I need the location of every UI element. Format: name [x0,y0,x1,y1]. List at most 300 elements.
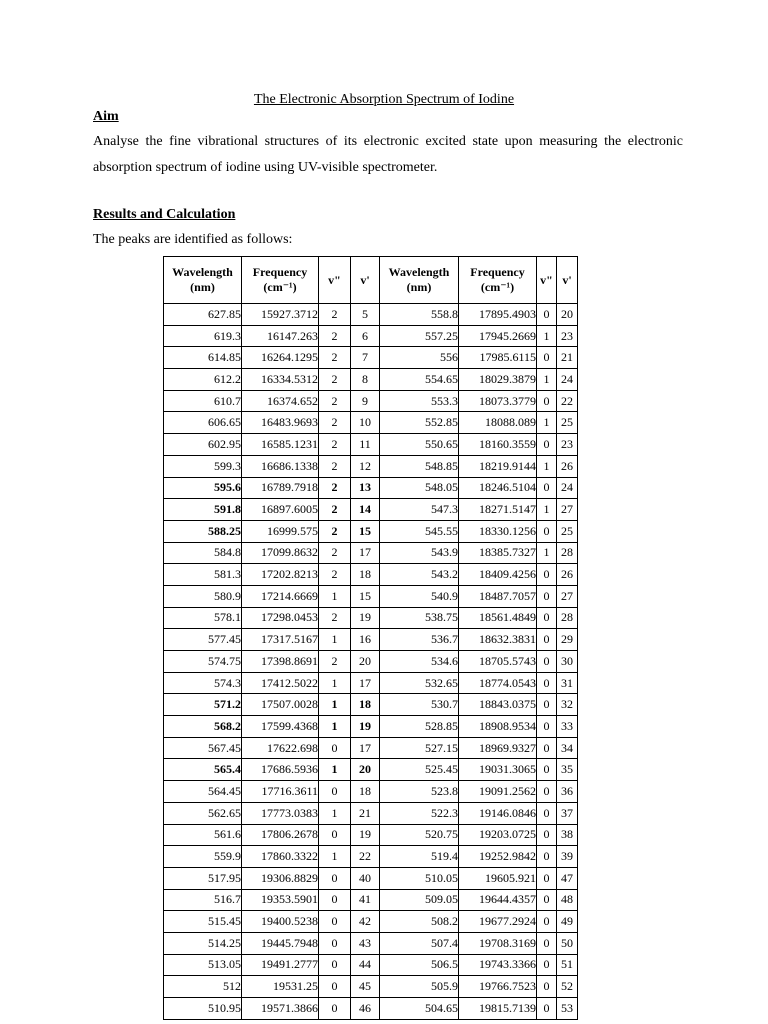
wavelength-cell: 516.7 [164,889,242,911]
wavelength-cell: 559.9 [164,846,242,868]
aim-text: Analyse the fine vibrational structures of its electronic excited state upon measuring the electronic absorption spectrum of iodine using UV-visible spectrometer. [93,134,683,175]
v-upper-cell: 26 [557,455,578,477]
v-upper-cell: 27 [557,499,578,521]
frequency-cell: 18073.3779 [459,390,537,412]
wavelength-cell: 548.85 [380,455,459,477]
frequency-cell: 19306.8829 [242,867,319,889]
frequency-cell: 19766.7523 [459,976,537,998]
v-lower-cell: 0 [537,911,557,933]
wavelength-cell: 522.3 [380,802,459,824]
table-row [164,651,578,673]
frequency-cell: 19531.25 [242,976,319,998]
v-upper-cell: 38 [557,824,578,846]
table-row [164,434,578,456]
table-row [164,824,578,846]
v-upper-cell: 6 [351,325,380,347]
frequency-cell: 18219.9144 [459,455,537,477]
wavelength-cell: 584.8 [164,542,242,564]
wavelength-cell: 536.7 [380,629,459,651]
v-lower-cell: 0 [537,477,557,499]
frequency-cell: 16334.5312 [242,369,319,391]
frequency-cell: 18843.0375 [459,694,537,716]
v-lower-cell: 0 [537,651,557,673]
wavelength-cell: 612.2 [164,369,242,391]
wavelength-cell: 515.45 [164,911,242,933]
table-body [164,304,578,1020]
v-lower-cell: 0 [537,672,557,694]
wavelength-cell: 506.5 [380,954,459,976]
frequency-cell: 16264.1295 [242,347,319,369]
v-upper-cell: 46 [351,998,380,1020]
v-lower-cell: 1 [319,629,351,651]
wavelength-cell: 571.2 [164,694,242,716]
frequency-cell: 17716.3611 [242,781,319,803]
v-upper-cell: 19 [351,824,380,846]
wavelength-cell: 545.55 [380,520,459,542]
v-upper-header-left: v' [351,257,380,304]
table-row [164,932,578,954]
wavelength-cell: 543.2 [380,564,459,586]
wavelength-cell: 510.95 [164,998,242,1020]
v-lower-cell: 2 [319,477,351,499]
wavelength-cell: 520.75 [380,824,459,846]
v-lower-cell: 2 [319,564,351,586]
frequency-cell: 18969.9327 [459,737,537,759]
wavelength-cell: 619.3 [164,325,242,347]
v-upper-cell: 8 [351,369,380,391]
frequency-cell: 19491.2777 [242,954,319,976]
v-lower-cell: 0 [537,520,557,542]
frequency-cell: 18160.3559 [459,434,537,456]
v-upper-cell: 21 [351,802,380,824]
v-lower-cell: 1 [537,455,557,477]
v-upper-cell: 25 [557,412,578,434]
wavelength-cell: 504.65 [380,998,459,1020]
frequency-cell: 17686.5936 [242,759,319,781]
v-lower-cell: 0 [537,889,557,911]
table-row [164,954,578,976]
v-lower-cell: 2 [319,542,351,564]
v-lower-header-left: v" [319,257,351,304]
wavelength-cell: 602.95 [164,434,242,456]
frequency-cell: 17622.698 [242,737,319,759]
frequency-cell: 16789.7918 [242,477,319,499]
wavelength-cell: 508.2 [380,911,459,933]
wavelength-cell: 543.9 [380,542,459,564]
v-upper-cell: 19 [351,716,380,738]
v-upper-cell: 18 [351,564,380,586]
frequency-cell: 16999.575 [242,520,319,542]
frequency-cell: 19400.5238 [242,911,319,933]
frequency-cell: 19815.7139 [459,998,537,1020]
v-upper-cell: 24 [557,477,578,499]
table-header-row [164,257,578,304]
v-upper-cell: 31 [557,672,578,694]
wavelength-cell: 568.2 [164,716,242,738]
frequency-cell: 18908.9534 [459,716,537,738]
table-row [164,347,578,369]
v-lower-cell: 1 [537,499,557,521]
v-lower-cell: 1 [319,672,351,694]
v-upper-cell: 10 [351,412,380,434]
v-upper-cell: 22 [557,390,578,412]
v-upper-cell: 34 [557,737,578,759]
v-upper-cell: 5 [351,304,380,326]
frequency-cell: 19203.0725 [459,824,537,846]
frequency-cell: 18088.089 [459,412,537,434]
wavelength-cell: 523.8 [380,781,459,803]
wavelength-cell: 552.85 [380,412,459,434]
table-row [164,737,578,759]
v-lower-cell: 1 [537,369,557,391]
frequency-cell: 17895.4903 [459,304,537,326]
v-lower-cell: 0 [537,867,557,889]
frequency-cell: 17099.8632 [242,542,319,564]
frequency-cell: 17945.2669 [459,325,537,347]
frequency-cell: 17317.5167 [242,629,319,651]
v-lower-cell: 0 [319,737,351,759]
table-row [164,607,578,629]
v-lower-cell: 0 [319,998,351,1020]
wavelength-cell: 557.25 [380,325,459,347]
wavelength-cell: 558.8 [380,304,459,326]
wavelength-cell: 530.7 [380,694,459,716]
frequency-cell: 17806.2678 [242,824,319,846]
v-upper-cell: 50 [557,932,578,954]
wavelength-cell: 547.3 [380,499,459,521]
v-upper-cell: 20 [351,651,380,673]
table-row [164,369,578,391]
table-row [164,976,578,998]
v-upper-cell: 27 [557,585,578,607]
wavelength-cell: 553.3 [380,390,459,412]
v-upper-cell: 16 [351,629,380,651]
table-row [164,542,578,564]
v-upper-cell: 17 [351,672,380,694]
v-lower-cell: 1 [537,412,557,434]
frequency-cell: 19571.3866 [242,998,319,1020]
v-lower-cell: 0 [537,998,557,1020]
v-lower-cell: 0 [537,607,557,629]
frequency-cell: 18029.3879 [459,369,537,391]
frequency-cell: 19252.9842 [459,846,537,868]
wavelength-cell: 599.3 [164,455,242,477]
v-lower-cell: 2 [319,499,351,521]
wavelength-cell: 540.9 [380,585,459,607]
v-lower-cell: 0 [319,867,351,889]
v-upper-cell: 25 [557,520,578,542]
v-upper-cell: 20 [557,304,578,326]
wavelength-cell: 513.05 [164,954,242,976]
table-row [164,781,578,803]
v-lower-cell: 2 [319,369,351,391]
wavelength-cell: 561.6 [164,824,242,846]
v-lower-cell: 2 [319,651,351,673]
table-row [164,716,578,738]
table-row [164,564,578,586]
v-upper-cell: 11 [351,434,380,456]
wavelength-cell: 538.75 [380,607,459,629]
frequency-cell: 19708.3169 [459,932,537,954]
frequency-header-right: Frequency (cm⁻¹) [459,257,537,304]
wavelength-cell: 588.25 [164,520,242,542]
table-row [164,325,578,347]
wavelength-cell: 507.4 [380,932,459,954]
frequency-cell: 18632.3831 [459,629,537,651]
v-upper-cell: 43 [351,932,380,954]
document-title: The Electronic Absorption Spectrum of Iodine [253,92,515,107]
frequency-cell: 17398.8691 [242,651,319,673]
wavelength-cell: 580.9 [164,585,242,607]
wavelength-cell: 577.45 [164,629,242,651]
v-lower-cell: 0 [537,976,557,998]
v-upper-cell: 18 [351,781,380,803]
wavelength-cell: 564.45 [164,781,242,803]
table-row [164,759,578,781]
v-lower-cell: 0 [537,759,557,781]
wavelength-cell: 556 [380,347,459,369]
wavelength-cell: 554.65 [380,369,459,391]
v-lower-cell: 1 [319,759,351,781]
frequency-cell: 18246.5104 [459,477,537,499]
wavelength-header-right: Wavelength (nm) [380,257,459,304]
v-lower-cell: 1 [319,846,351,868]
v-upper-cell: 52 [557,976,578,998]
frequency-cell: 19445.7948 [242,932,319,954]
v-upper-cell: 48 [557,889,578,911]
table-row [164,499,578,521]
table-row [164,998,578,1020]
frequency-cell: 18330.1256 [459,520,537,542]
v-upper-cell: 20 [351,759,380,781]
v-upper-cell: 23 [557,434,578,456]
v-lower-cell: 0 [537,694,557,716]
v-upper-cell: 28 [557,542,578,564]
v-lower-cell: 2 [319,325,351,347]
v-lower-cell: 2 [319,412,351,434]
frequency-cell: 16147.263 [242,325,319,347]
v-lower-cell: 0 [319,976,351,998]
frequency-cell: 17214.6669 [242,585,319,607]
v-lower-cell: 2 [319,390,351,412]
frequency-cell: 17412.5022 [242,672,319,694]
v-lower-cell: 2 [319,304,351,326]
v-upper-cell: 44 [351,954,380,976]
wavelength-cell: 595.6 [164,477,242,499]
wavelength-header-left: Wavelength (nm) [164,257,242,304]
v-lower-cell: 0 [319,824,351,846]
v-upper-cell: 19 [351,607,380,629]
v-upper-cell: 51 [557,954,578,976]
frequency-cell: 19091.2562 [459,781,537,803]
table-row [164,585,578,607]
v-lower-cell: 2 [319,347,351,369]
table-row [164,911,578,933]
v-lower-cell: 1 [319,802,351,824]
wavelength-cell: 527.15 [380,737,459,759]
wavelength-cell: 512 [164,976,242,998]
table-row [164,520,578,542]
v-upper-cell: 12 [351,455,380,477]
v-upper-cell: 9 [351,390,380,412]
wavelength-cell: 519.4 [380,846,459,868]
v-lower-cell: 1 [319,694,351,716]
results-intro: The peaks are identified as follows: [93,232,293,247]
v-lower-cell: 0 [319,932,351,954]
v-lower-cell: 2 [319,607,351,629]
wavelength-cell: 574.3 [164,672,242,694]
v-lower-cell: 0 [537,629,557,651]
v-upper-cell: 42 [351,911,380,933]
frequency-cell: 18774.0543 [459,672,537,694]
wavelength-cell: 610.7 [164,390,242,412]
frequency-cell: 17202.8213 [242,564,319,586]
wavelength-cell: 548.05 [380,477,459,499]
frequency-cell: 17599.4368 [242,716,319,738]
v-upper-cell: 15 [351,585,380,607]
v-lower-cell: 0 [537,716,557,738]
table-row [164,672,578,694]
results-heading: Results and Calculation [93,207,236,222]
table-row [164,629,578,651]
frequency-cell: 18409.4256 [459,564,537,586]
v-lower-header-right: v" [537,257,557,304]
frequency-cell: 17298.0453 [242,607,319,629]
wavelength-cell: 567.45 [164,737,242,759]
frequency-cell: 19146.0846 [459,802,537,824]
table-row [164,412,578,434]
v-lower-cell: 0 [537,304,557,326]
v-lower-cell: 0 [319,911,351,933]
wavelength-cell: 525.45 [380,759,459,781]
frequency-cell: 19353.5901 [242,889,319,911]
wavelength-cell: 532.65 [380,672,459,694]
table-row [164,889,578,911]
table-row [164,455,578,477]
v-lower-cell: 1 [537,542,557,564]
v-upper-cell: 47 [557,867,578,889]
wavelength-cell: 627.85 [164,304,242,326]
v-lower-cell: 0 [537,846,557,868]
v-lower-cell: 0 [537,390,557,412]
v-upper-cell: 49 [557,911,578,933]
frequency-cell: 19605.921 [459,867,537,889]
frequency-cell: 18487.7057 [459,585,537,607]
wavelength-cell: 517.95 [164,867,242,889]
v-lower-cell: 2 [319,520,351,542]
frequency-cell: 19677.2924 [459,911,537,933]
v-upper-header-right: v' [557,257,578,304]
frequency-cell: 15927.3712 [242,304,319,326]
frequency-cell: 19031.3065 [459,759,537,781]
v-upper-cell: 37 [557,802,578,824]
table-row [164,390,578,412]
v-upper-cell: 41 [351,889,380,911]
frequency-cell: 17507.0028 [242,694,319,716]
peaks-table [163,256,578,1020]
frequency-cell: 19644.4357 [459,889,537,911]
v-lower-cell: 0 [537,585,557,607]
v-upper-cell: 53 [557,998,578,1020]
v-lower-cell: 1 [319,716,351,738]
v-lower-cell: 0 [319,781,351,803]
wavelength-cell: 606.65 [164,412,242,434]
frequency-cell: 16897.6005 [242,499,319,521]
wavelength-cell: 534.6 [380,651,459,673]
v-upper-cell: 14 [351,499,380,521]
frequency-cell: 16585.1231 [242,434,319,456]
v-upper-cell: 28 [557,607,578,629]
v-lower-cell: 0 [537,434,557,456]
v-upper-cell: 36 [557,781,578,803]
v-upper-cell: 30 [557,651,578,673]
v-lower-cell: 2 [319,455,351,477]
wavelength-cell: 565.4 [164,759,242,781]
wavelength-cell: 591.8 [164,499,242,521]
v-upper-cell: 35 [557,759,578,781]
v-lower-cell: 2 [319,434,351,456]
v-upper-cell: 40 [351,867,380,889]
wavelength-cell: 514.25 [164,932,242,954]
frequency-cell: 18705.5743 [459,651,537,673]
v-upper-cell: 23 [557,325,578,347]
v-upper-cell: 15 [351,520,380,542]
table-row [164,867,578,889]
wavelength-cell: 550.65 [380,434,459,456]
v-upper-cell: 26 [557,564,578,586]
v-lower-cell: 0 [319,889,351,911]
v-lower-cell: 0 [537,347,557,369]
wavelength-cell: 581.3 [164,564,242,586]
v-lower-cell: 0 [537,564,557,586]
aim-heading: Aim [93,109,119,124]
frequency-cell: 18385.7327 [459,542,537,564]
v-lower-cell: 1 [319,585,351,607]
wavelength-cell: 578.1 [164,607,242,629]
frequency-cell: 18561.4849 [459,607,537,629]
v-upper-cell: 45 [351,976,380,998]
v-upper-cell: 33 [557,716,578,738]
v-upper-cell: 18 [351,694,380,716]
v-lower-cell: 0 [537,954,557,976]
wavelength-cell: 528.85 [380,716,459,738]
v-upper-cell: 22 [351,846,380,868]
frequency-cell: 18271.5147 [459,499,537,521]
v-upper-cell: 24 [557,369,578,391]
wavelength-cell: 510.05 [380,867,459,889]
v-lower-cell: 0 [537,824,557,846]
frequency-cell: 16483.9693 [242,412,319,434]
frequency-cell: 19743.3366 [459,954,537,976]
wavelength-cell: 574.75 [164,651,242,673]
v-lower-cell: 0 [537,737,557,759]
v-lower-cell: 0 [319,954,351,976]
v-upper-cell: 13 [351,477,380,499]
table-row [164,802,578,824]
v-upper-cell: 32 [557,694,578,716]
v-upper-cell: 29 [557,629,578,651]
wavelength-cell: 562.65 [164,802,242,824]
v-upper-cell: 17 [351,542,380,564]
v-upper-cell: 17 [351,737,380,759]
v-lower-cell: 1 [537,325,557,347]
frequency-cell: 17773.0383 [242,802,319,824]
wavelength-cell: 505.9 [380,976,459,998]
v-upper-cell: 21 [557,347,578,369]
wavelength-cell: 509.05 [380,889,459,911]
frequency-cell: 17985.6115 [459,347,537,369]
frequency-header-left: Frequency (cm⁻¹) [242,257,319,304]
